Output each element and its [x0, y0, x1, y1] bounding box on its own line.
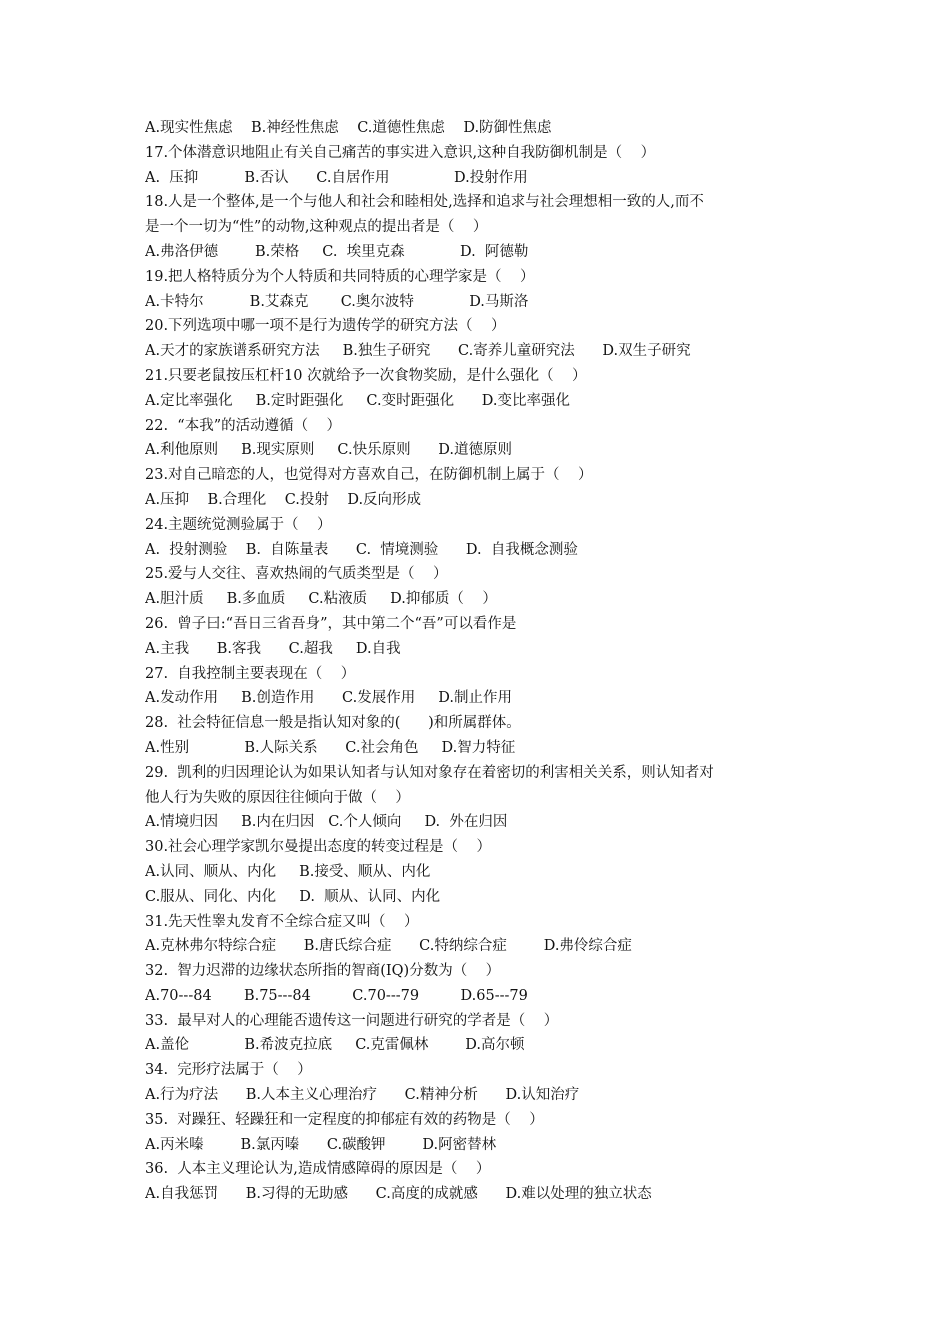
question-34: 34. 完形疗法属于（ ）: [145, 1062, 312, 1079]
options-22: A.利他原则 B.现实原则 C.快乐原则 D.道德原则: [145, 442, 512, 459]
options-21: A.定比率强化 B.定时距强化 C.变时距强化 D.变比率强化: [145, 392, 570, 409]
options-23: A.压抑 B.合理化 C.投射 D.反向形成: [145, 491, 422, 508]
options-31: A.克林弗尔特综合症 B.唐氏综合症 C.特纳综合症 D.弗伶综合症: [145, 938, 632, 955]
text-line: A.现实性焦虑 B.神经性焦虑 C.道德性焦虑 D.防御性焦虑: [145, 120, 552, 136]
question-25: 25.爱与人交往、喜欢热闹的气质类型是（ ）: [145, 566, 448, 583]
options-33: A.盖伦 B.希波克拉底 C.克雷佩林 D.高尔顿: [145, 1037, 525, 1054]
options-25: A.胆汁质 B.多血质 C.粘液质 D.抑郁质（ ）: [145, 591, 497, 608]
question-36: 36. 人本主义理论认为,造成情感障碍的原因是（ ）: [145, 1161, 491, 1178]
question-23: 23.对自己暗恋的人，也觉得对方喜欢自己，在防御机制上属于（ ）: [145, 467, 593, 484]
options-24: A. 投射测验 B. 自陈量表 C. 情境测验 D. 自我概念测验: [145, 541, 578, 558]
question-35: 35. 对躁狂、轻躁狂和一定程度的抑郁症有效的药物是（ ）: [145, 1111, 544, 1128]
options-32: A.70---84 B.75---84 C.70---79 D.65---79: [145, 987, 528, 1004]
question-30: 30.社会心理学家凯尔曼提出态度的转变过程是（ ）: [145, 839, 491, 856]
question-18: 18.人是一个整体,是一个与他人和社会和睦相处,选择和追求与社会理想相一致的人,而不: [145, 194, 704, 211]
question-27: 27. 自我控制主要表现在（ ）: [145, 665, 356, 682]
question-17: 17.个体潜意识地阻止有关自己痛苦的事实进入意识,这种自我防御机制是（ ）: [145, 144, 656, 161]
options-30-ab: A.认同、顺从、内化 B.接受、顺从、内化: [145, 863, 431, 880]
question-29: 29. 凯利的归因理论认为如果认知者与认知对象存在着密切的利害相关关系，则认知者对: [145, 764, 714, 781]
question-20: 20.下列选项中哪一项不是行为遗传学的研究方法（ ）: [145, 318, 506, 335]
options-27: A.发动作用 B.创造作用 C.发展作用 D.制止作用: [145, 690, 512, 707]
document-page: [145, 116, 810, 1207]
question-24: 24.主题统觉测验属于（ ）: [145, 516, 332, 533]
options-30-cd: C.服从、同化、内化 D. 顺从、认同、内化: [145, 888, 441, 905]
options-29: A.情境归因 B.内在归因 C.个人倾向 D. 外在归因: [145, 814, 508, 831]
question-26: 26. 曾子曰:“吾日三省吾身”，其中第二个“吾”可以看作是: [145, 615, 517, 632]
options-34: A.行为疗法 B.人本主义心理治疗 C.精神分析 D.认知治疗: [145, 1087, 580, 1104]
question-21: 21.只要老鼠按压杠杆10 次就给予一次食物奖励，是什么强化（ ）: [145, 367, 587, 384]
question-31: 31.先天性睾丸发育不全综合症又叫（ ）: [145, 913, 419, 930]
question-19: 19.把人格特质分为个人特质和共同特质的心理学家是（ ）: [145, 268, 535, 285]
options-18: A.弗洛伊德 B.荣格 C. 埃里克森 D. 阿德勒: [145, 243, 529, 260]
options-36: A.自我惩罚 B.习得的无助感 C.高度的成就感 D.难以处理的独立状态: [145, 1186, 652, 1203]
options-28: A.性别 B.人际关系 C.社会角色 D.智力特征: [145, 739, 516, 756]
question-33: 33. 最早对人的心理能否遗传这一问题进行研究的学者是（ ）: [145, 1012, 559, 1029]
options-26: A.主我 B.客我 C.超我 D.自我: [145, 640, 401, 657]
options-17: A. 压抑 B.否认 C.自居作用 D.投射作用: [145, 169, 528, 186]
question-28: 28. 社会特征信息一般是指认知对象的( )和所属群体。: [145, 715, 521, 732]
options-35: A.丙米嗪 B.氯丙嗪 C.碳酸钾 D.阿密替林: [145, 1136, 497, 1153]
question-18-cont: 是一个一切为“性”的动物,这种观点的提出者是（ ）: [145, 219, 488, 236]
options-20: A.天才的家族谱系研究方法 B.独生子研究 C.寄养儿童研究法 D.双生子研究: [145, 343, 691, 360]
options-19: A.卡特尔 B.艾森克 C.奥尔波特 D.马斯洛: [145, 293, 529, 310]
question-32: 32. 智力迟滞的边缘状态所指的智商(IQ)分数为（ ）: [145, 963, 501, 980]
question-29-cont: 他人行为失败的原因往往倾向于做（ ）: [145, 789, 410, 806]
question-22: 22. “本我”的活动遵循（ ）: [145, 417, 342, 434]
